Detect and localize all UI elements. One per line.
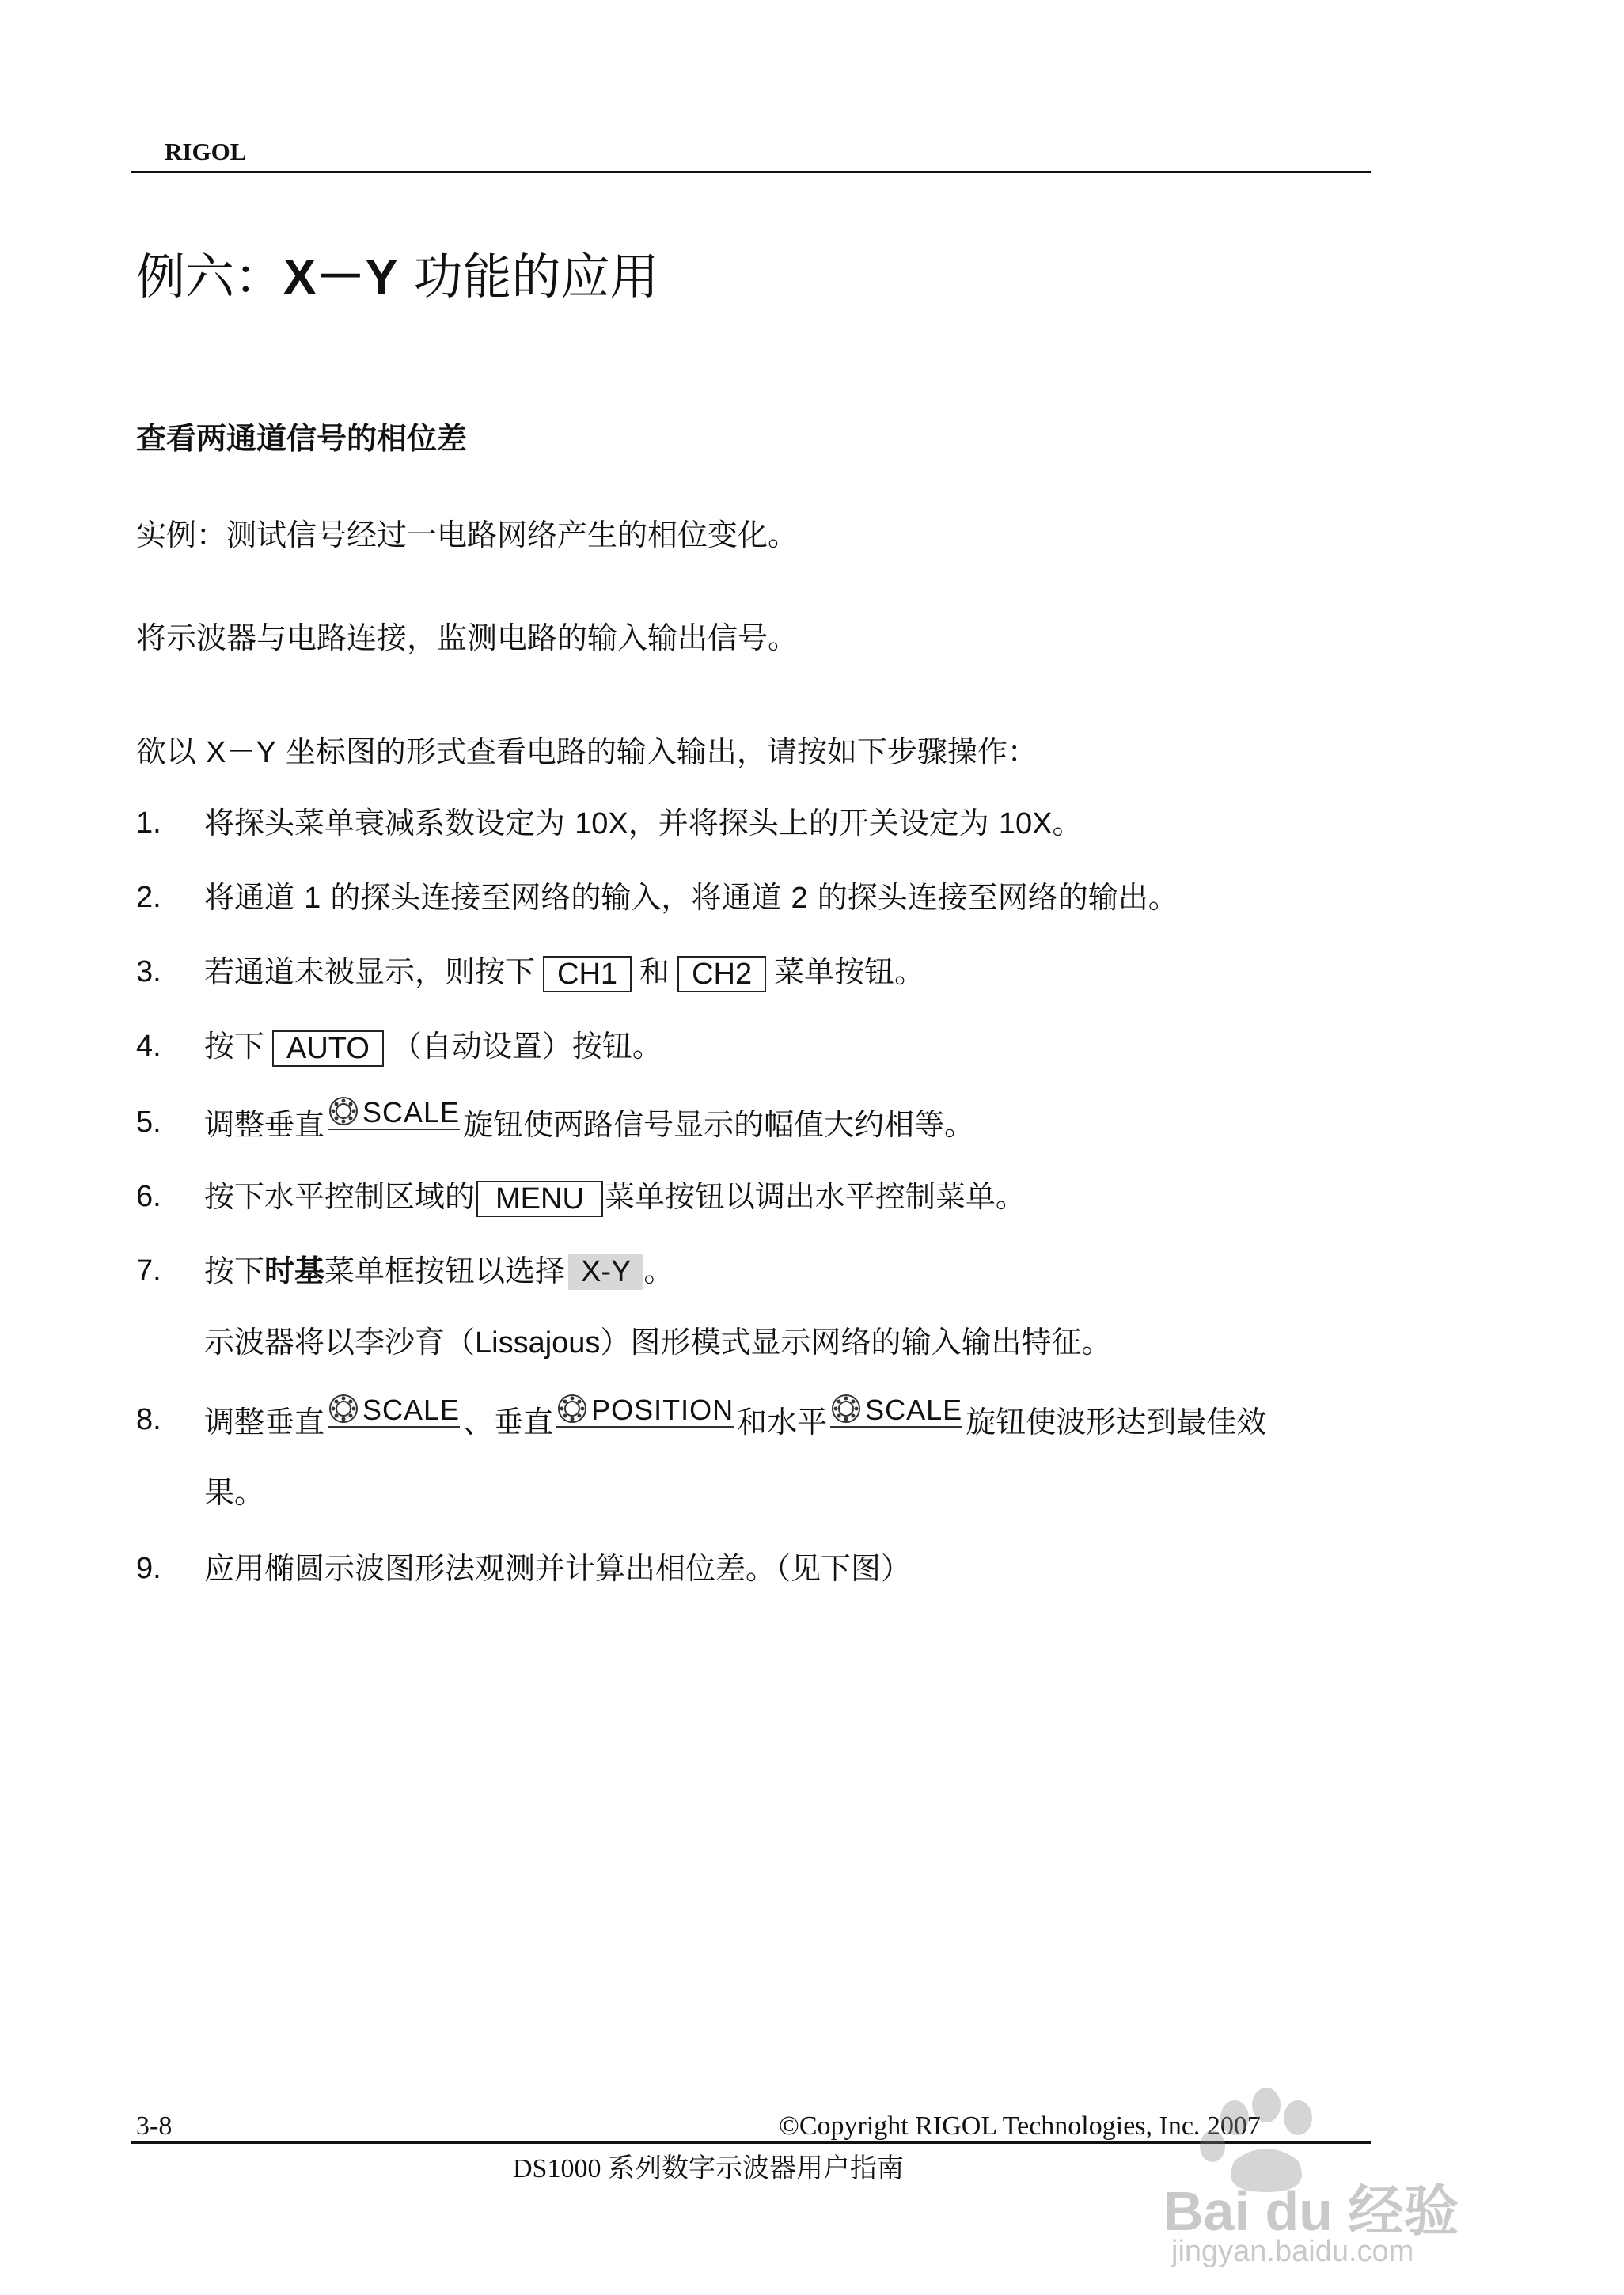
paragraph-connect: 将示波器与电路连接，监测电路的输入输出信号。: [136, 620, 799, 655]
step-value: 2: [791, 882, 808, 915]
step-text: ）图形模式显示网络的输入输出特征。: [600, 1325, 1112, 1360]
page-title: [136, 237, 658, 308]
step-text: （自动设置）按钮。: [391, 1029, 662, 1064]
step-text: 旋钮使两路信号显示的幅值大约相等。: [463, 1107, 975, 1142]
step-text: 。: [1052, 806, 1083, 840]
step-text: 菜单按钮。: [774, 954, 925, 989]
title-suffix: 功能的应用: [413, 248, 659, 305]
menu-key: MENU: [476, 1181, 603, 1217]
page-number: 3-8: [136, 2111, 173, 2141]
xy-option: X-Y: [568, 1254, 643, 1290]
step-text: 示波器将以李沙育（: [204, 1325, 476, 1360]
header-brand: RIGOL: [165, 138, 247, 165]
step-text: 、垂直: [463, 1405, 554, 1440]
step-text: 和水平: [737, 1405, 828, 1440]
step-text: 按下: [204, 1254, 265, 1288]
step-number: 7.: [136, 1254, 161, 1288]
step-text: 调整垂直: [204, 1405, 325, 1440]
knob-icon: [556, 1393, 588, 1424]
step-text: 和: [639, 954, 670, 989]
step-value: 10X: [575, 807, 628, 840]
ch1-key: CH1: [543, 956, 632, 992]
step-text: 将通道: [204, 880, 295, 915]
knob-icon: [328, 1393, 359, 1424]
knob-label: POSITION: [591, 1394, 734, 1426]
step-text: 果。: [204, 1475, 265, 1510]
step-text: 应用椭圆示波图形法观测并计算出相位差。（见下图）: [204, 1551, 912, 1586]
step-text: 菜单框按钮以选择: [324, 1254, 566, 1288]
baidu-watermark: [1155, 2073, 1599, 2271]
ch2-key: CH2: [677, 956, 766, 992]
auto-key: AUTO: [272, 1030, 384, 1067]
intro-c: 坐标图的形式查看电路的输入输出，请按如下步骤操作：: [285, 734, 1038, 769]
step-number: 9.: [136, 1552, 161, 1585]
step-text: 按下: [204, 1029, 265, 1064]
step-number: 3.: [136, 955, 161, 988]
step-value: Lissajous: [475, 1326, 601, 1360]
paragraph-intro: [136, 733, 1038, 772]
step-text: 旋钮使波形达到最佳效: [966, 1405, 1267, 1440]
knob-icon: [328, 1095, 359, 1127]
copyright: ©Copyright RIGOL Technologies, Inc. 2007: [779, 2111, 1261, 2141]
step-text: ，并将探头上的开关设定为: [628, 806, 989, 840]
watermark-brand: Bai du 经验: [1163, 2180, 1459, 2242]
step-text: 若通道未被显示，则按下: [204, 954, 536, 989]
knob-label: SCALE: [362, 1394, 461, 1426]
step-text: 将探头菜单衰减系数设定为: [204, 806, 566, 840]
step-menu-name: 时基: [264, 1254, 325, 1288]
knob-label: SCALE: [865, 1394, 963, 1426]
step-text: 菜单按钮以调出水平控制菜单。: [604, 1179, 1026, 1214]
intro-xy: X－Y: [206, 736, 276, 769]
step-text: 调整垂直: [204, 1107, 325, 1142]
step-text: 的探头连接至网络的输出。: [817, 880, 1178, 915]
knob-icon: [830, 1393, 862, 1424]
step-text: 。: [643, 1254, 674, 1288]
step-number: 1.: [136, 806, 161, 840]
vertical-scale-knob: [328, 1095, 460, 1130]
title-prefix: 例六：: [136, 248, 284, 305]
section-subtitle: 查看两通道信号的相位差: [136, 421, 468, 456]
vertical-position-knob: [556, 1393, 734, 1428]
header-rule: [131, 171, 1371, 173]
title-xy: X－Y: [283, 250, 398, 305]
step-number: 4.: [136, 1030, 161, 1063]
knob-label: SCALE: [362, 1096, 461, 1129]
manual-title: DS1000 系列数字示波器用户指南: [513, 2154, 904, 2183]
step-number: 6.: [136, 1180, 161, 1213]
step-number: 5.: [136, 1106, 161, 1139]
vertical-scale-knob: [328, 1393, 460, 1428]
step-text: 按下水平控制区域的: [204, 1179, 476, 1214]
step-value: 10X: [998, 807, 1053, 840]
horizontal-scale-knob: [830, 1393, 962, 1428]
step-number: 2.: [136, 881, 161, 914]
paragraph-example: 实例：测试信号经过一电路网络产生的相位变化。: [136, 518, 799, 552]
step-value: 1: [304, 882, 321, 915]
step-text: 的探头连接至网络的输入，将通道: [330, 880, 782, 915]
intro-a: 欲以: [136, 734, 197, 769]
step-number: 8.: [136, 1403, 161, 1436]
watermark-url: jingyan.baidu.com: [1171, 2235, 1414, 2268]
